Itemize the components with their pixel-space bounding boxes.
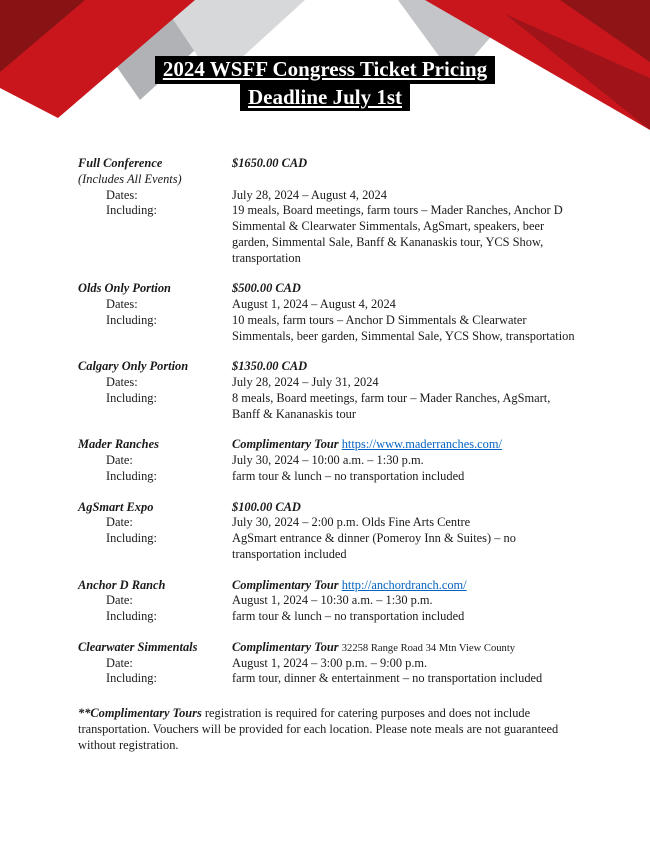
footnote-text: registration is required for catering purposes and does not include transportation. Vouchers will be provided for each location. Please note meals are not guaranteed without registration.	[78, 706, 559, 753]
page-header	[0, 0, 650, 150]
section-price: $100.00 CAD	[232, 499, 301, 514]
complimentary-tours-footnote	[78, 705, 580, 753]
section-name: AgSmart Expo	[78, 499, 154, 514]
section-name: Anchor D Ranch	[78, 577, 166, 592]
detail-label: Including:	[106, 609, 157, 623]
page-title-line2: Deadline July 1st	[240, 84, 410, 112]
detail-label: Including:	[106, 312, 157, 327]
section-price: Complimentary Tour	[232, 639, 339, 654]
detail-value: July 30, 2024 – 10:00 a.m. – 1:30 p.m.	[232, 453, 424, 467]
section-olds-only	[78, 281, 580, 344]
detail-label: Dates:	[106, 297, 138, 311]
detail-label: Including:	[106, 203, 157, 218]
section-full-conference	[78, 156, 580, 266]
section-price: Complimentary Tour	[232, 437, 339, 452]
anchor-d-ranch-link[interactable]: http://anchordranch.com/	[341, 577, 467, 592]
section-name: Mader Ranches	[78, 437, 159, 452]
detail-label: Including:	[106, 390, 157, 405]
detail-value: July 28, 2024 – August 4, 2024	[232, 187, 387, 202]
section-address: 32258 Range Road 34 Mtn View County	[341, 642, 516, 654]
section-name: Calgary Only Portion	[78, 359, 189, 374]
detail-label: Date:	[106, 453, 133, 467]
section-subtitle: (Includes All Events)	[78, 171, 182, 186]
detail-value: farm tour, dinner & entertainment – no transportation included	[232, 671, 543, 686]
section-agsmart-expo	[78, 500, 580, 563]
section-price: $1650.00 CAD	[232, 156, 308, 170]
detail-label: Date:	[106, 655, 133, 670]
detail-value: 10 meals, farm tours – Anchor D Simmentals & Clearwater Simmentals, beer garden, Simmental Sale, YCS Show, transportation	[232, 312, 575, 343]
section-price: Complimentary Tour	[232, 577, 339, 592]
section-name: Clearwater Simmentals	[78, 639, 198, 654]
page-title-line1: 2024 WSFF Congress Ticket Pricing	[155, 56, 495, 84]
detail-value: farm tour & lunch – no transportation included	[232, 609, 465, 623]
section-price: $500.00 CAD	[232, 281, 301, 296]
detail-value: 8 meals, Board meetings, farm tour – Mader Ranches, AgSmart, Banff & Kananaskis tour	[232, 390, 551, 421]
detail-label: Including:	[106, 671, 157, 686]
section-mader-ranches	[78, 437, 580, 484]
detail-value: AgSmart entrance & dinner (Pomeroy Inn & Suites) – no transportation included	[232, 531, 516, 561]
mader-ranches-link[interactable]: https://www.maderranches.com/	[341, 437, 502, 452]
detail-label: Including:	[106, 468, 157, 483]
footnote-bold: **Complimentary Tours	[78, 706, 202, 720]
detail-label: Date:	[106, 515, 133, 530]
detail-value: August 1, 2024 – 3:00 p.m. – 9:00 p.m.	[232, 655, 428, 670]
detail-value: July 28, 2024 – July 31, 2024	[232, 375, 379, 389]
section-anchor-d-ranch	[78, 578, 580, 625]
pricing-content	[0, 150, 650, 753]
detail-value: August 1, 2024 – 10:30 a.m. – 1:30 p.m.	[232, 593, 433, 608]
detail-label: Dates:	[106, 187, 138, 202]
detail-label: Including:	[106, 531, 157, 545]
detail-value: August 1, 2024 – August 4, 2024	[232, 297, 396, 311]
section-clearwater-simmentals	[78, 640, 580, 687]
detail-value: July 30, 2024 – 2:00 p.m. Olds Fine Arts Centre	[232, 515, 471, 530]
section-name: Full Conference	[78, 156, 163, 170]
detail-value: 19 meals, Board meetings, farm tours – Mader Ranches, Anchor D Simmental & Clearwater Simmentals, AgSmart, speakers, beer garden, Simmental Sale, Banff & Kananaskis tour, YCS Show, transportation	[232, 203, 563, 265]
section-price: $1350.00 CAD	[232, 359, 308, 374]
section-calgary-only	[78, 359, 580, 422]
detail-value: farm tour & lunch – no transportation included	[232, 468, 465, 483]
section-name: Olds Only Portion	[78, 281, 171, 296]
detail-label: Date:	[106, 593, 133, 608]
page-title	[0, 56, 650, 111]
detail-label: Dates:	[106, 375, 138, 389]
